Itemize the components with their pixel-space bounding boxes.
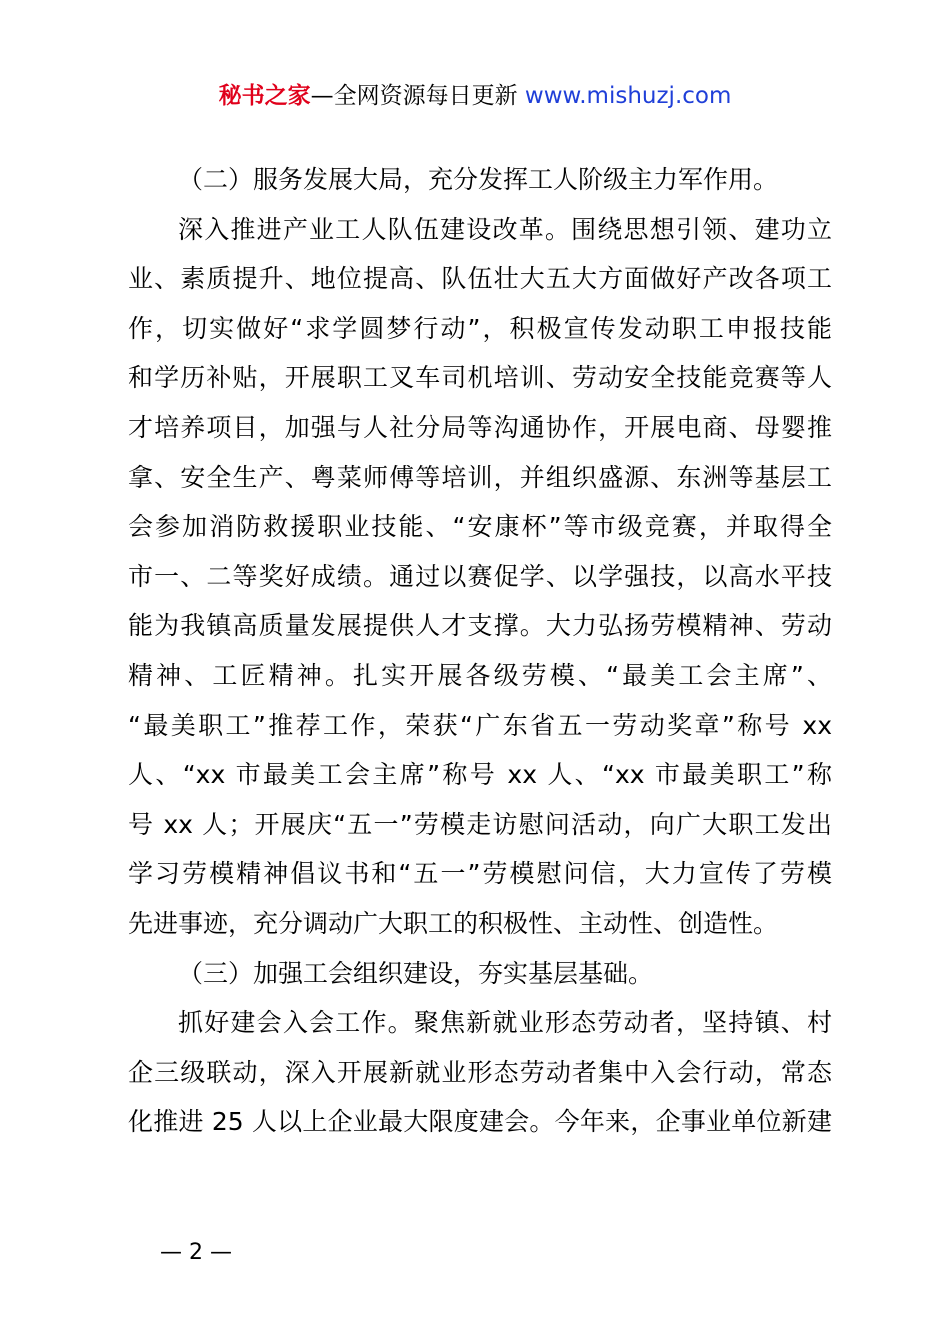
paragraph-line: 能为我镇高质量发展提供人才支撑。大力弘扬劳模精神、劳动 xyxy=(128,611,832,641)
paragraph-line: 精神、工匠精神。扎实开展各级劳模、“最美工会主席”、 xyxy=(128,660,832,690)
site-url[interactable]: www.mishuzj.com xyxy=(524,83,732,109)
site-brand: 秘书之家 xyxy=(218,83,311,109)
paragraph-line: 作，切实做好“求学圆梦行动”，积极宣传发动职工申报技能 xyxy=(128,313,832,343)
site-tagline: —全网资源每日更新 xyxy=(310,83,518,109)
paragraph-line: 先进事迹，充分调动广大职工的积极性、主动性、创造性。 xyxy=(128,908,779,938)
section-heading: （三）加强工会组织建设，夯实基层基础。 xyxy=(178,958,654,988)
paragraph-line: 业、素质提升、地位提高、队伍壮大五大方面做好产改各项工 xyxy=(128,264,832,294)
paragraph-line: 企三级联动，深入开展新就业形态劳动者集中入会行动，常态 xyxy=(128,1057,832,1087)
paragraph-line: 和学历补贴，开展职工叉车司机培训、劳动安全技能竞赛等人 xyxy=(128,363,832,393)
paragraph-line: 抓好建会入会工作。聚焦新就业形态劳动者，坚持镇、村 xyxy=(178,1008,832,1038)
page-number: — 2 — xyxy=(160,1240,232,1265)
paragraph-line: 市一、二等奖好成绩。通过以赛促学、以学强技，以高水平技 xyxy=(128,561,832,591)
paragraph-line: 学习劳模精神倡议书和“五一”劳模慰问信，大力宣传了劳模 xyxy=(128,859,832,889)
paragraph-line: 号 xx 人；开展庆“五一”劳模走访慰问活动，向广大职工发出 xyxy=(128,809,832,839)
paragraph-line: 拿、安全生产、粤菜师傅等培训，并组织盛源、东洲等基层工 xyxy=(128,462,832,492)
paragraph-line: 会参加消防救援职业技能、“安康杯”等市级竞赛，并取得全 xyxy=(128,512,832,542)
paragraph-line: “最美职工”推荐工作，荣获“广东省五一劳动奖章”称号 xx xyxy=(128,710,832,740)
site-header xyxy=(0,80,950,112)
section-heading: （二）服务发展大局，充分发挥工人阶级主力军作用。 xyxy=(178,165,779,194)
paragraph-line: 人、“xx 市最美工会主席”称号 xx 人、“xx 市最美职工”称 xyxy=(128,760,832,790)
paragraph-line: 才培养项目，加强与人社分局等沟通协作，开展电商、母婴推 xyxy=(128,412,832,442)
paragraph-line: 化推进 25 人以上企业最大限度建会。今年来，企事业单位新建 xyxy=(128,1107,832,1137)
document-body xyxy=(128,155,832,1147)
paragraph-line: 深入推进产业工人队伍建设改革。围绕思想引领、建功立 xyxy=(178,214,832,244)
